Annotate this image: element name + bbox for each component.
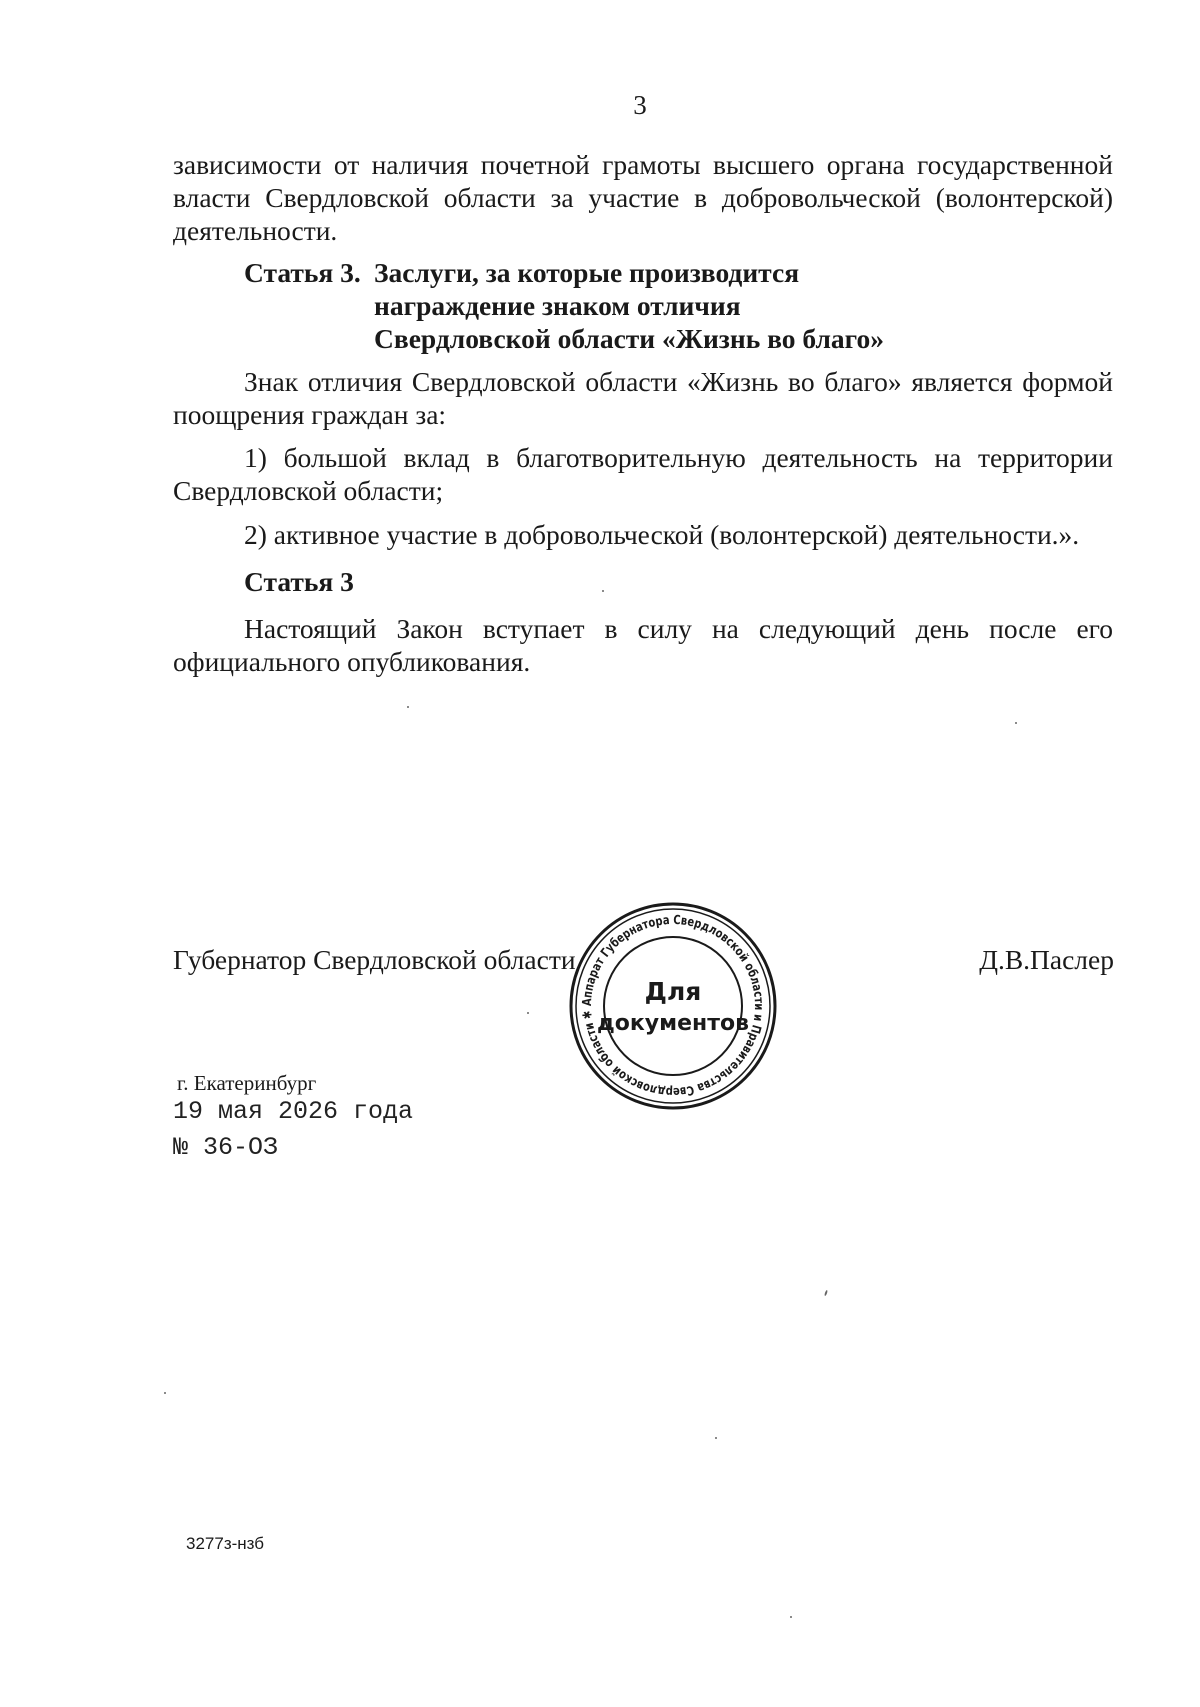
scan-speck (527, 1012, 529, 1014)
place: г. Екатеринбург (177, 1071, 317, 1095)
article-3-title (374, 256, 884, 355)
scan-speck (715, 1437, 717, 1439)
article-3-heading (244, 256, 884, 355)
article-3-item-1: 1) большой вклад в благотворительную деятельность на территории Свердловской области; (173, 442, 1113, 506)
scan-speck (407, 706, 409, 708)
scan-speck (164, 1392, 166, 1394)
article-final-paragraph: Настоящий Закон вступает в силу на следующий день после его официального опубликования. (173, 613, 1113, 677)
article-3-item-2: 2) активное участие в добровольческой (волонтерской) деятельности.». (244, 519, 1080, 550)
signature-name: Д.В.Паслер (979, 944, 1114, 975)
scan-speck (824, 1290, 828, 1296)
intro-paragraph: зависимости от наличия почетной грамоты высшего органа государственной власти Свердловской области за участие в добровольческой (волонтерской) деятельности. (173, 149, 1113, 246)
page-number: 3 (633, 90, 647, 120)
document-code: 3277з-нзб (186, 1534, 265, 1553)
article-3-paragraph: Знак отличия Свердловской области «Жизнь во благо» является формой поощрения граждан за: (173, 366, 1113, 430)
stamp-outer-ring (571, 904, 775, 1108)
scan-speck (790, 1616, 792, 1618)
article-3-title-line: награждение знаком отличия (374, 290, 741, 321)
article-3-title-line: Свердловской области «Жизнь во благо» (374, 323, 884, 354)
scan-speck (1015, 722, 1017, 724)
signature-position: Губернатор Свердловской области (173, 944, 576, 975)
article-final-label: Статья 3 (244, 566, 354, 597)
article-3-title-line: Заслуги, за которые производится (374, 257, 800, 288)
date: 19 мая 2026 года (173, 1097, 414, 1126)
stamp-ring-textpath: Аппарат Губернатора Свердловской области и Правительства Свердловской области ✱ (578, 911, 768, 1101)
stamp-outer-inner-ring (576, 909, 770, 1103)
stamp-center-line-1: Для (644, 977, 702, 1006)
stamp-center-line-2: документов (596, 1011, 750, 1036)
stamp-inner-ring (604, 937, 742, 1075)
official-stamp (567, 900, 779, 1112)
article-final-heading (244, 565, 354, 598)
law-number: № 36-ОЗ (173, 1133, 279, 1162)
article-3-label: Статья 3. (244, 257, 361, 288)
scan-speck (602, 590, 604, 592)
